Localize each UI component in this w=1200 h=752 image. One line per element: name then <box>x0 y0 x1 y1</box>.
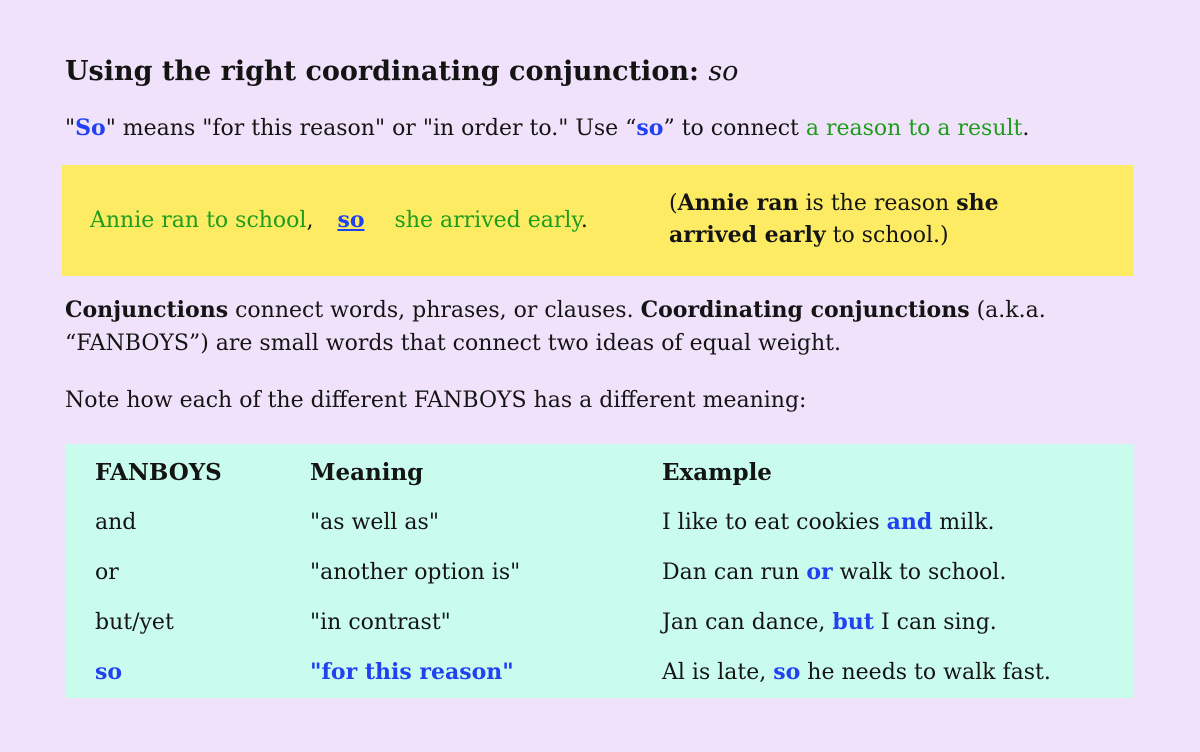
note-middle-text: is the reason <box>798 191 957 217</box>
header-meaning: Meaning <box>310 458 424 486</box>
table-row-so <box>65 647 1133 697</box>
example-comma: , <box>306 208 314 234</box>
example-conjunction: but <box>832 609 874 636</box>
intro-after-text: ” to connect <box>663 115 806 141</box>
definition-term-coordinating: Coordinating conjunctions <box>640 296 970 323</box>
note-bold-reason: Annie ran <box>677 190 799 217</box>
header-example: Example <box>662 458 772 486</box>
intro-middle-text: " means "for this reason" or "in order to." Use “ <box>105 115 637 141</box>
example-text-pre: Jan can dance, <box>662 610 833 636</box>
fanboy-cell: or <box>95 559 119 585</box>
example-conjunction: and <box>886 509 933 536</box>
table-row-and <box>65 497 1133 547</box>
fanboy-cell: but/yet <box>95 609 174 635</box>
example-note <box>669 188 1041 252</box>
example-sentence <box>90 207 588 233</box>
definition-text-1: connect words, phrases, or clauses. <box>228 297 641 323</box>
example-period: . <box>580 208 588 234</box>
table-header-row <box>65 447 1133 497</box>
example-reason-clause: Annie ran to school <box>90 208 307 234</box>
example-text-pre: Al is late, <box>662 660 774 686</box>
fanboys-table <box>65 444 1133 698</box>
meaning-cell: "for this reason" <box>310 659 514 686</box>
fanboy-cell: and <box>95 509 137 535</box>
example-cell <box>662 559 1133 585</box>
example-text-post: I can sing. <box>873 610 997 636</box>
so-keyword-first: So <box>75 114 106 141</box>
example-text-post: walk to school. <box>832 560 1007 586</box>
fanboy-cell: so <box>95 659 123 686</box>
meaning-cell: "another option is" <box>310 559 521 585</box>
page-title-main: Using the right coordinating conjunction: <box>65 56 709 87</box>
page-title <box>65 55 1135 89</box>
header-fanboys: FANBOYS <box>95 458 222 486</box>
definition-term-conjunctions: Conjunctions <box>65 296 229 323</box>
note-bold-result: she arrived early <box>669 190 999 249</box>
table-row-but-yet <box>65 597 1133 647</box>
so-conjunction-underlined: so <box>337 207 365 234</box>
definition-paragraph <box>65 294 1135 360</box>
note-open-paren: ( <box>669 191 678 217</box>
example-text-pre: Dan can run <box>662 560 807 586</box>
table-row-or <box>65 547 1133 597</box>
example-conjunction: or <box>806 559 833 586</box>
example-text-pre: I like to eat cookies <box>662 510 887 536</box>
example-box <box>62 165 1133 276</box>
note-close-text: to school.) <box>825 223 949 249</box>
note-paragraph: Note how each of the different FANBOYS has a different meaning: <box>65 387 807 413</box>
example-conjunction: so <box>773 659 801 686</box>
example-cell <box>662 509 1133 535</box>
example-cell <box>662 659 1133 685</box>
meaning-cell: "in contrast" <box>310 609 451 635</box>
page-title-emphasis: so <box>708 56 739 87</box>
meaning-cell: "as well as" <box>310 509 439 535</box>
example-text-post: milk. <box>932 510 995 536</box>
definition-text-2: (a.k.a. “FANBOYS”) are small words that connect two ideas of equal weight. <box>65 297 1046 356</box>
example-result-clause: she arrived early <box>394 208 581 234</box>
so-keyword-second: so <box>636 114 664 141</box>
example-cell <box>662 609 1133 635</box>
intro-paragraph <box>65 113 1135 145</box>
intro-quote-open: " <box>65 115 76 141</box>
intro-green-phrase: a reason to a result <box>805 115 1023 141</box>
intro-period: . <box>1022 115 1030 141</box>
example-text-post: he needs to walk fast. <box>800 660 1051 686</box>
